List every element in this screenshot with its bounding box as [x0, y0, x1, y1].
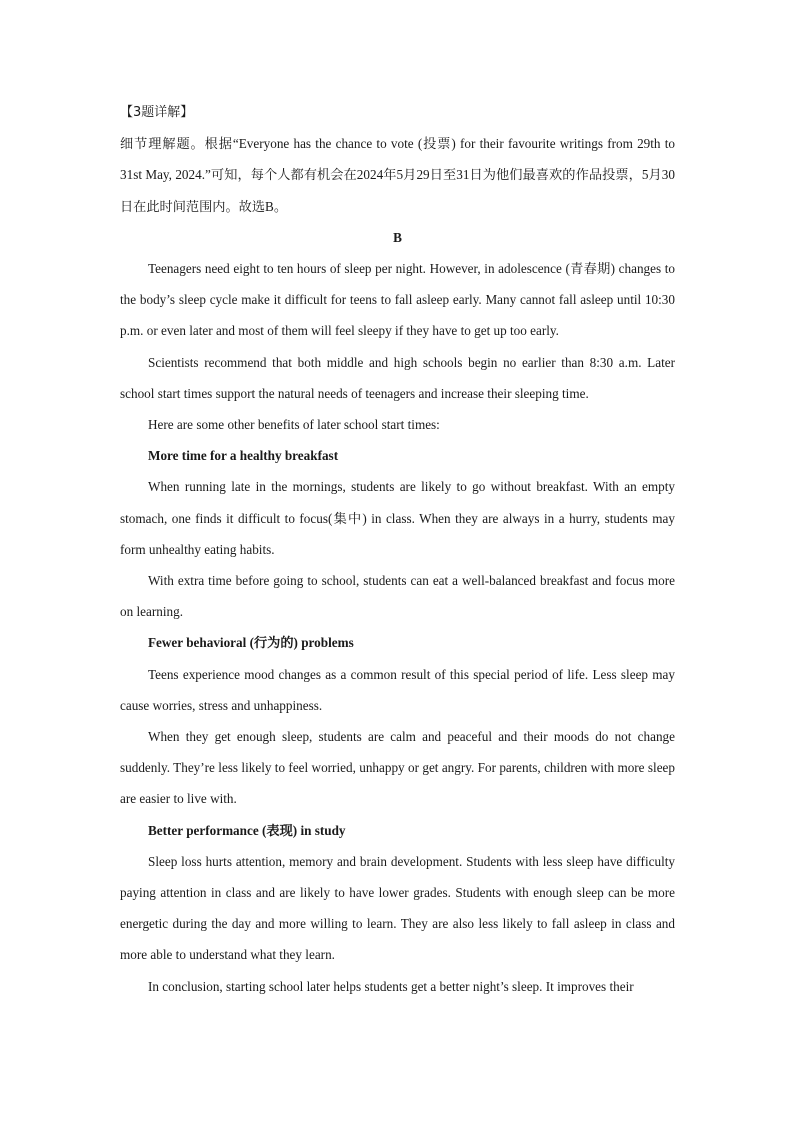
answer-heading: 【3题详解】 — [120, 105, 194, 120]
intro-paragraph-2: Scientists recommend that both middle and high schools begin no earlier than 8:30 a.m. Later school start times support the natural needs of teenagers and increase their sleeping time. — [120, 354, 675, 401]
section-1-paragraph-2: With extra time before going to school, students can eat a well-balanced breakfast and focus more on learning. — [120, 573, 675, 620]
section-1-paragraph-1: When running late in the mornings, students are likely to go without breakfast. With an empty stomach, one finds it difficult to focus(集中) in class. When they are always in a hurry, students may form unhealthy eating habits. — [120, 479, 675, 557]
section-3-paragraph-1: Sleep loss hurts attention, memory and brain development. Students with less sleep have difficulty paying attention in class and are likely to have lower grades. Students with enough sleep can be more energetic during the day and more willing to learn. They are also less likely to fall asleep in class and more able to understand what they learn. — [120, 853, 675, 963]
section-heading-performance: Better performance (表现) in study — [148, 822, 346, 838]
intro-paragraph-3: Here are some other benefits of later school start times: — [148, 417, 440, 433]
document-page — [120, 97, 675, 1002]
answer-explanation: 细节理解题。根据“Everyone has the chance to vote (投票) for their favourite writings from 29th to 31st May, 2024.”可知，每个人都有机会在2024年5月29日至31日为他们最喜欢的作品投票，5月30日在此时间范围内。故选B。 — [120, 136, 675, 214]
section-heading-behavior: Fewer behavioral (行为的) problems — [148, 635, 354, 651]
section-2-paragraph-1: Teens experience mood changes as a common result of this special period of life. Less sleep may cause worries, stress and unhappiness. — [120, 666, 675, 713]
section-heading-breakfast: More time for a healthy breakfast — [148, 448, 339, 464]
section-2-paragraph-2: When they get enough sleep, students are calm and peaceful and their moods do not change suddenly. They’re less likely to feel worried, unhappy or get angry. For parents, children with more sleep are easier to live with. — [120, 729, 675, 807]
intro-paragraph-1: Teenagers need eight to ten hours of sleep per night. However, in adolescence (青春期) changes to the body’s sleep cycle make it difficult for teens to fall asleep early. Many cannot fall asleep until 10:30 p.m. or even later and most of them will feel sleepy if they have to get up too early. — [120, 261, 675, 339]
passage-label: B — [393, 229, 402, 245]
conclusion-paragraph: In conclusion, starting school later helps students get a better night’s sleep. It improves their — [148, 978, 634, 994]
